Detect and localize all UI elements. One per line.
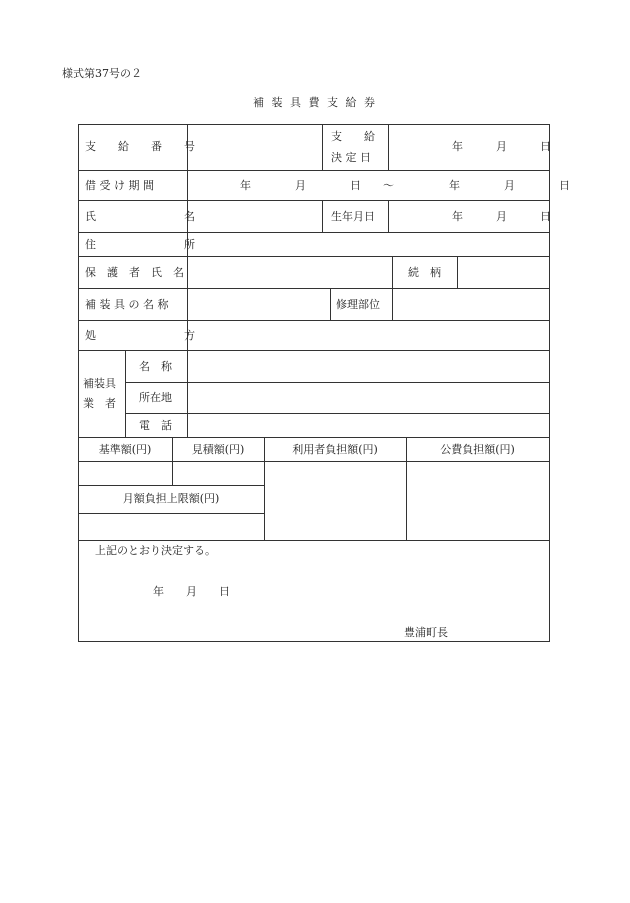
label-zokugara: 続 柄 [408, 266, 441, 279]
label-shoho: 処 方 [85, 329, 195, 342]
label-jusho: 住 所 [85, 238, 195, 251]
label-kijun: 基準額(円) [98, 443, 152, 456]
label-gyosha-2: 業 者 [83, 397, 116, 410]
label-shimei: 氏 名 [85, 210, 195, 223]
kettei-statement: 上記のとおり決定する。 [95, 544, 216, 557]
form-number: 様式第37号の２ [62, 67, 142, 80]
label-kohi: 公費負担額(円) [440, 443, 515, 456]
label-shikyu-kettei-1: 支 給 [331, 130, 375, 143]
label-shikyu-bango: 支 給 番 号 [85, 140, 195, 153]
label-meisho: 名 称 [139, 360, 172, 373]
label-shozaichi: 所在地 [139, 391, 172, 404]
label-hosogu-meisho: 補 装 具 の 名 称 [85, 298, 169, 311]
label-getsugaku: 月額負担上限額(円) [122, 492, 220, 505]
seinengappi-field[interactable]: 年 月 日 [452, 210, 551, 223]
form-title: 補 装 具 費 支 給 券 [253, 96, 377, 109]
label-mitsumori: 見積額(円) [191, 443, 245, 456]
footer-date: 年 月 日 [153, 585, 230, 598]
label-seinengappi: 生年月日 [331, 210, 375, 223]
label-shikyu-kettei-2: 決 定 日 [331, 151, 371, 164]
signer: 豊浦町長 [404, 626, 448, 639]
label-shuri-bui: 修理部位 [336, 298, 380, 311]
kikan-field[interactable]: 年 月 日 ～ 年 月 日 [240, 179, 570, 192]
label-gyosha-1: 補装具 [83, 377, 116, 390]
kettei-date-field[interactable]: 年 月 日 [452, 140, 551, 153]
label-denwa: 電 話 [139, 419, 172, 432]
label-riyosha: 利用者負担額(円) [292, 443, 378, 456]
label-kariuke-kikan: 借 受 け 期 間 [85, 179, 154, 192]
label-hogosha-shimei: 保 護 者 氏 名 [85, 266, 184, 279]
